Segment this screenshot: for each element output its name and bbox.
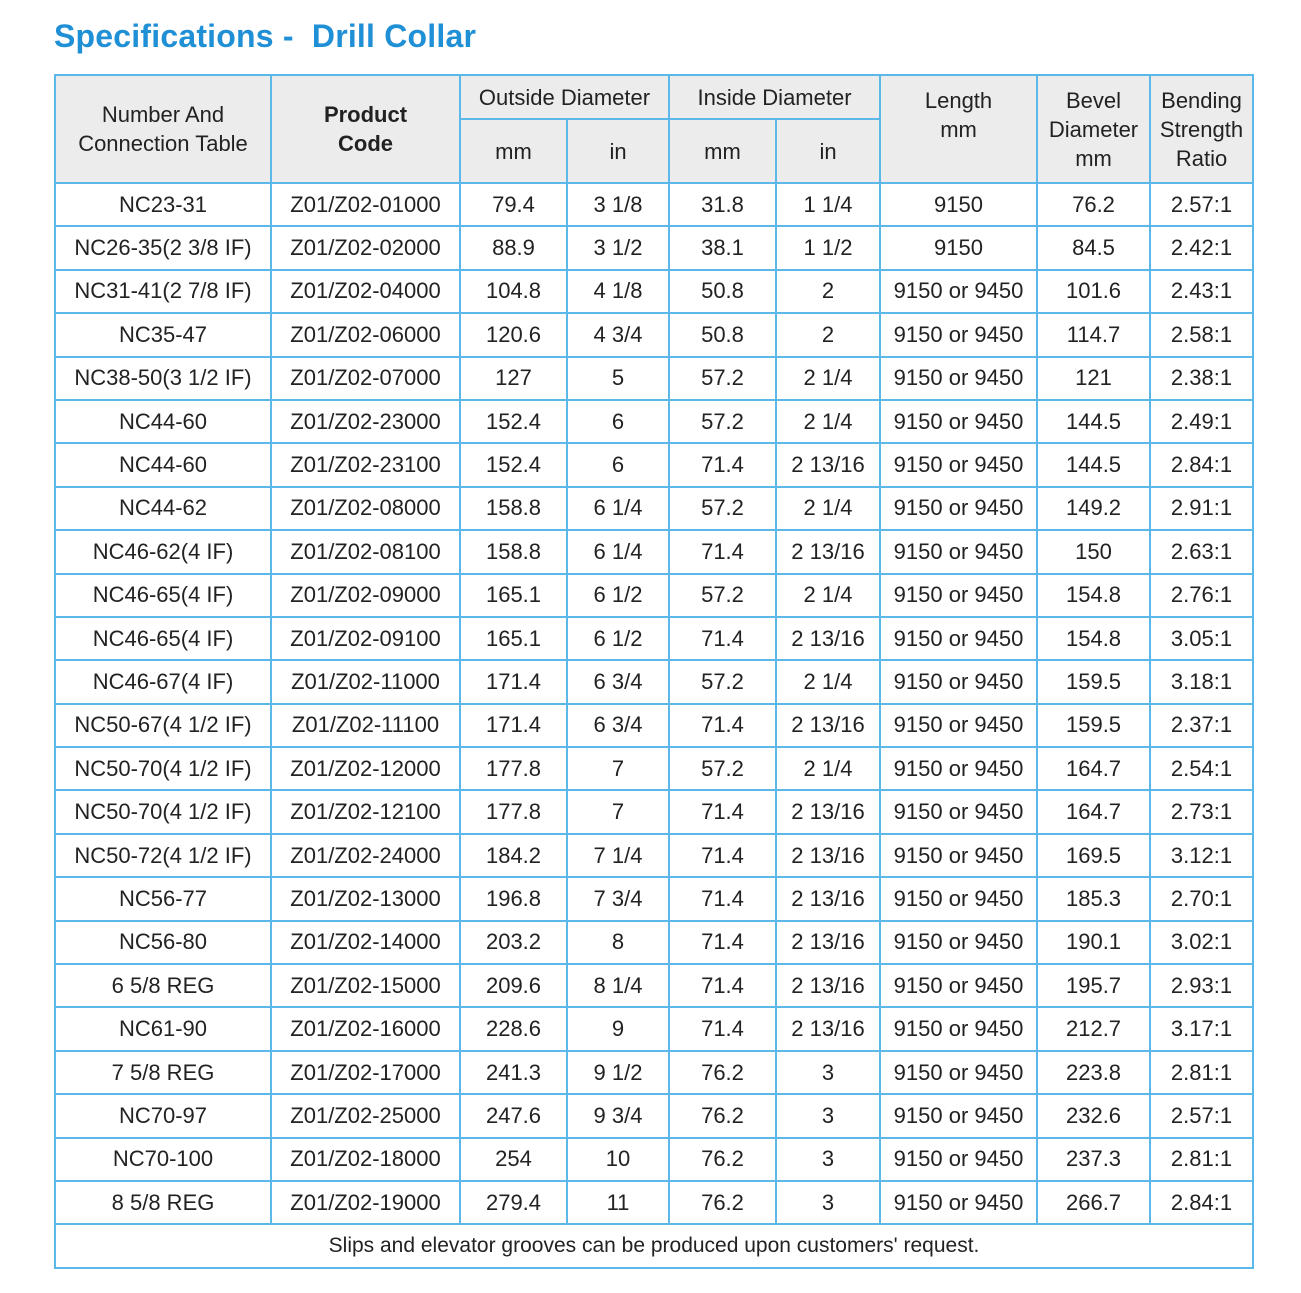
connection-cell: NC38-50(3 1/2 IF) xyxy=(55,357,271,400)
bevel-diameter-cell: 232.6 xyxy=(1037,1094,1150,1137)
od-in-cell: 10 xyxy=(567,1138,669,1181)
bevel-diameter-cell: 154.8 xyxy=(1037,574,1150,617)
connection-cell: NC44-60 xyxy=(55,400,271,443)
od-mm-cell: 152.4 xyxy=(460,443,567,486)
length-cell: 9150 or 9450 xyxy=(880,747,1037,790)
id-mm-cell: 71.4 xyxy=(669,530,776,573)
header-length: Length mm xyxy=(880,75,1037,183)
product-code-cell: Z01/Z02-06000 xyxy=(271,313,460,356)
bevel-diameter-cell: 195.7 xyxy=(1037,964,1150,1007)
id-mm-cell: 57.2 xyxy=(669,400,776,443)
length-cell: 9150 or 9450 xyxy=(880,400,1037,443)
od-mm-cell: 120.6 xyxy=(460,313,567,356)
od-mm-cell: 158.8 xyxy=(460,487,567,530)
id-mm-cell: 57.2 xyxy=(669,487,776,530)
table-row xyxy=(55,530,1253,573)
length-cell: 9150 or 9450 xyxy=(880,357,1037,400)
od-in-cell: 5 xyxy=(567,357,669,400)
table-row xyxy=(55,1051,1253,1094)
bevel-diameter-cell: 144.5 xyxy=(1037,443,1150,486)
bevel-diameter-cell: 144.5 xyxy=(1037,400,1150,443)
length-cell: 9150 or 9450 xyxy=(880,270,1037,313)
length-cell: 9150 or 9450 xyxy=(880,921,1037,964)
od-in-cell: 9 xyxy=(567,1007,669,1050)
od-in-cell: 7 3/4 xyxy=(567,877,669,920)
bending-ratio-cell: 2.91:1 xyxy=(1150,487,1253,530)
bevel-diameter-cell: 159.5 xyxy=(1037,704,1150,747)
header-od-mm: mm xyxy=(460,119,567,183)
table-row xyxy=(55,443,1253,486)
od-mm-cell: 279.4 xyxy=(460,1181,567,1224)
connection-cell: 8 5/8 REG xyxy=(55,1181,271,1224)
bending-ratio-cell: 2.93:1 xyxy=(1150,964,1253,1007)
od-in-cell: 9 1/2 xyxy=(567,1051,669,1094)
bending-ratio-cell: 2.58:1 xyxy=(1150,313,1253,356)
bevel-diameter-cell: 84.5 xyxy=(1037,226,1150,269)
length-cell: 9150 or 9450 xyxy=(880,574,1037,617)
table-row xyxy=(55,660,1253,703)
length-cell: 9150 or 9450 xyxy=(880,1181,1037,1224)
id-in-cell: 3 xyxy=(776,1051,880,1094)
footnote: Slips and elevator grooves can be produced upon customers' request. xyxy=(55,1224,1253,1268)
od-mm-cell: 88.9 xyxy=(460,226,567,269)
header-od-in: in xyxy=(567,119,669,183)
product-code-cell: Z01/Z02-11000 xyxy=(271,660,460,703)
product-code-cell: Z01/Z02-09000 xyxy=(271,574,460,617)
id-in-cell: 2 13/16 xyxy=(776,530,880,573)
bevel-diameter-cell: 150 xyxy=(1037,530,1150,573)
id-mm-cell: 31.8 xyxy=(669,183,776,226)
id-in-cell: 1 1/2 xyxy=(776,226,880,269)
length-cell: 9150 or 9450 xyxy=(880,1051,1037,1094)
od-in-cell: 6 xyxy=(567,400,669,443)
product-code-cell: Z01/Z02-08000 xyxy=(271,487,460,530)
header-connection: Number And Connection Table xyxy=(55,75,271,183)
length-cell: 9150 or 9450 xyxy=(880,487,1037,530)
bending-ratio-cell: 2.42:1 xyxy=(1150,226,1253,269)
od-in-cell: 9 3/4 xyxy=(567,1094,669,1137)
od-in-cell: 6 3/4 xyxy=(567,660,669,703)
table-row xyxy=(55,487,1253,530)
product-code-cell: Z01/Z02-02000 xyxy=(271,226,460,269)
bevel-diameter-cell: 190.1 xyxy=(1037,921,1150,964)
od-mm-cell: 171.4 xyxy=(460,660,567,703)
product-code-cell: Z01/Z02-15000 xyxy=(271,964,460,1007)
od-in-cell: 7 1/4 xyxy=(567,834,669,877)
length-cell: 9150 or 9450 xyxy=(880,617,1037,660)
table-row xyxy=(55,400,1253,443)
header-id-mm: mm xyxy=(669,119,776,183)
table-row xyxy=(55,313,1253,356)
bevel-diameter-cell: 164.7 xyxy=(1037,747,1150,790)
connection-cell: NC56-80 xyxy=(55,921,271,964)
header-outside-diameter: Outside Diameter xyxy=(460,75,669,119)
table-row xyxy=(55,921,1253,964)
connection-cell: NC46-67(4 IF) xyxy=(55,660,271,703)
id-mm-cell: 76.2 xyxy=(669,1051,776,1094)
id-mm-cell: 38.1 xyxy=(669,226,776,269)
od-mm-cell: 184.2 xyxy=(460,834,567,877)
od-mm-cell: 209.6 xyxy=(460,964,567,1007)
od-in-cell: 3 1/2 xyxy=(567,226,669,269)
length-cell: 9150 or 9450 xyxy=(880,790,1037,833)
product-code-cell: Z01/Z02-14000 xyxy=(271,921,460,964)
id-in-cell: 2 1/4 xyxy=(776,400,880,443)
id-mm-cell: 50.8 xyxy=(669,270,776,313)
id-in-cell: 2 13/16 xyxy=(776,877,880,920)
id-in-cell: 3 xyxy=(776,1181,880,1224)
bevel-diameter-cell: 159.5 xyxy=(1037,660,1150,703)
connection-cell: NC50-72(4 1/2 IF) xyxy=(55,834,271,877)
header-inside-diameter: Inside Diameter xyxy=(669,75,880,119)
table-row xyxy=(55,226,1253,269)
id-mm-cell: 57.2 xyxy=(669,574,776,617)
bevel-diameter-cell: 154.8 xyxy=(1037,617,1150,660)
od-in-cell: 3 1/8 xyxy=(567,183,669,226)
product-code-cell: Z01/Z02-23000 xyxy=(271,400,460,443)
table-row xyxy=(55,704,1253,747)
id-in-cell: 2 xyxy=(776,270,880,313)
od-in-cell: 7 xyxy=(567,790,669,833)
id-in-cell: 2 13/16 xyxy=(776,704,880,747)
bending-ratio-cell: 2.63:1 xyxy=(1150,530,1253,573)
connection-cell: NC31-41(2 7/8 IF) xyxy=(55,270,271,313)
table-row xyxy=(55,1007,1253,1050)
product-code-cell: Z01/Z02-04000 xyxy=(271,270,460,313)
od-in-cell: 11 xyxy=(567,1181,669,1224)
od-mm-cell: 241.3 xyxy=(460,1051,567,1094)
product-code-cell: Z01/Z02-25000 xyxy=(271,1094,460,1137)
bevel-diameter-cell: 212.7 xyxy=(1037,1007,1150,1050)
header-product-code: Product Code xyxy=(271,75,460,183)
product-code-cell: Z01/Z02-12000 xyxy=(271,747,460,790)
length-cell: 9150 or 9450 xyxy=(880,443,1037,486)
product-code-cell: Z01/Z02-09100 xyxy=(271,617,460,660)
length-cell: 9150 or 9450 xyxy=(880,1094,1037,1137)
connection-cell: NC26-35(2 3/8 IF) xyxy=(55,226,271,269)
length-cell: 9150 or 9450 xyxy=(880,834,1037,877)
od-mm-cell: 158.8 xyxy=(460,530,567,573)
od-mm-cell: 165.1 xyxy=(460,574,567,617)
od-mm-cell: 203.2 xyxy=(460,921,567,964)
length-cell: 9150 or 9450 xyxy=(880,704,1037,747)
id-in-cell: 2 13/16 xyxy=(776,617,880,660)
id-mm-cell: 71.4 xyxy=(669,443,776,486)
bending-ratio-cell: 2.81:1 xyxy=(1150,1138,1253,1181)
id-in-cell: 2 1/4 xyxy=(776,747,880,790)
od-in-cell: 8 1/4 xyxy=(567,964,669,1007)
product-code-cell: Z01/Z02-08100 xyxy=(271,530,460,573)
length-cell: 9150 or 9450 xyxy=(880,1138,1037,1181)
bending-ratio-cell: 2.43:1 xyxy=(1150,270,1253,313)
table-row xyxy=(55,357,1253,400)
id-in-cell: 2 1/4 xyxy=(776,574,880,617)
bending-ratio-cell: 3.17:1 xyxy=(1150,1007,1253,1050)
od-mm-cell: 196.8 xyxy=(460,877,567,920)
table-row xyxy=(55,1181,1253,1224)
od-in-cell: 7 xyxy=(567,747,669,790)
od-mm-cell: 152.4 xyxy=(460,400,567,443)
table-row xyxy=(55,183,1253,226)
id-mm-cell: 76.2 xyxy=(669,1138,776,1181)
od-mm-cell: 165.1 xyxy=(460,617,567,660)
product-code-cell: Z01/Z02-17000 xyxy=(271,1051,460,1094)
bending-ratio-cell: 2.84:1 xyxy=(1150,443,1253,486)
id-in-cell: 2 13/16 xyxy=(776,964,880,1007)
bending-ratio-cell: 3.05:1 xyxy=(1150,617,1253,660)
od-mm-cell: 177.8 xyxy=(460,747,567,790)
connection-cell: NC50-70(4 1/2 IF) xyxy=(55,747,271,790)
od-mm-cell: 247.6 xyxy=(460,1094,567,1137)
bending-ratio-cell: 3.12:1 xyxy=(1150,834,1253,877)
od-mm-cell: 171.4 xyxy=(460,704,567,747)
bending-ratio-cell: 2.38:1 xyxy=(1150,357,1253,400)
bevel-diameter-cell: 169.5 xyxy=(1037,834,1150,877)
connection-cell: NC44-60 xyxy=(55,443,271,486)
bending-ratio-cell: 2.57:1 xyxy=(1150,183,1253,226)
id-in-cell: 2 13/16 xyxy=(776,1007,880,1050)
connection-cell: NC44-62 xyxy=(55,487,271,530)
od-mm-cell: 104.8 xyxy=(460,270,567,313)
connection-cell: NC46-65(4 IF) xyxy=(55,574,271,617)
product-code-cell: Z01/Z02-23100 xyxy=(271,443,460,486)
id-in-cell: 2 13/16 xyxy=(776,834,880,877)
bending-ratio-cell: 2.76:1 xyxy=(1150,574,1253,617)
od-in-cell: 6 1/4 xyxy=(567,530,669,573)
bevel-diameter-cell: 76.2 xyxy=(1037,183,1150,226)
bevel-diameter-cell: 114.7 xyxy=(1037,313,1150,356)
connection-cell: NC56-77 xyxy=(55,877,271,920)
product-code-cell: Z01/Z02-07000 xyxy=(271,357,460,400)
od-in-cell: 4 3/4 xyxy=(567,313,669,356)
product-code-cell: Z01/Z02-12100 xyxy=(271,790,460,833)
table-body xyxy=(55,183,1253,1268)
product-code-cell: Z01/Z02-16000 xyxy=(271,1007,460,1050)
id-mm-cell: 71.4 xyxy=(669,877,776,920)
table-row xyxy=(55,790,1253,833)
bevel-diameter-cell: 121 xyxy=(1037,357,1150,400)
id-mm-cell: 57.2 xyxy=(669,357,776,400)
id-in-cell: 2 xyxy=(776,313,880,356)
bending-ratio-cell: 2.57:1 xyxy=(1150,1094,1253,1137)
bevel-diameter-cell: 164.7 xyxy=(1037,790,1150,833)
id-mm-cell: 50.8 xyxy=(669,313,776,356)
connection-cell: NC70-97 xyxy=(55,1094,271,1137)
bevel-diameter-cell: 185.3 xyxy=(1037,877,1150,920)
id-in-cell: 2 13/16 xyxy=(776,921,880,964)
table-row xyxy=(55,964,1253,1007)
footnote-row xyxy=(55,1224,1253,1268)
connection-cell: NC61-90 xyxy=(55,1007,271,1050)
od-in-cell: 6 1/4 xyxy=(567,487,669,530)
length-cell: 9150 xyxy=(880,226,1037,269)
length-cell: 9150 or 9450 xyxy=(880,530,1037,573)
od-in-cell: 4 1/8 xyxy=(567,270,669,313)
table-row xyxy=(55,617,1253,660)
od-mm-cell: 228.6 xyxy=(460,1007,567,1050)
id-in-cell: 2 13/16 xyxy=(776,443,880,486)
length-cell: 9150 or 9450 xyxy=(880,877,1037,920)
length-cell: 9150 xyxy=(880,183,1037,226)
id-in-cell: 2 1/4 xyxy=(776,357,880,400)
connection-cell: NC23-31 xyxy=(55,183,271,226)
length-cell: 9150 or 9450 xyxy=(880,1007,1037,1050)
bevel-diameter-cell: 266.7 xyxy=(1037,1181,1150,1224)
header-bending-strength-ratio: Bending Strength Ratio xyxy=(1150,75,1253,183)
bevel-diameter-cell: 237.3 xyxy=(1037,1138,1150,1181)
bending-ratio-cell: 2.73:1 xyxy=(1150,790,1253,833)
table-row xyxy=(55,834,1253,877)
connection-cell: NC46-65(4 IF) xyxy=(55,617,271,660)
bending-ratio-cell: 2.54:1 xyxy=(1150,747,1253,790)
connection-cell: NC50-70(4 1/2 IF) xyxy=(55,790,271,833)
od-in-cell: 6 1/2 xyxy=(567,574,669,617)
table-row xyxy=(55,1094,1253,1137)
id-mm-cell: 71.4 xyxy=(669,964,776,1007)
id-in-cell: 2 1/4 xyxy=(776,487,880,530)
id-in-cell: 3 xyxy=(776,1094,880,1137)
id-in-cell: 1 1/4 xyxy=(776,183,880,226)
length-cell: 9150 or 9450 xyxy=(880,313,1037,356)
od-mm-cell: 177.8 xyxy=(460,790,567,833)
id-mm-cell: 71.4 xyxy=(669,1007,776,1050)
table-row xyxy=(55,1138,1253,1181)
bending-ratio-cell: 2.70:1 xyxy=(1150,877,1253,920)
page-title: Specifications - Drill Collar xyxy=(54,18,477,54)
product-code-cell: Z01/Z02-01000 xyxy=(271,183,460,226)
id-mm-cell: 71.4 xyxy=(669,921,776,964)
length-cell: 9150 or 9450 xyxy=(880,964,1037,1007)
connection-cell: NC35-47 xyxy=(55,313,271,356)
bending-ratio-cell: 2.84:1 xyxy=(1150,1181,1253,1224)
table-row xyxy=(55,747,1253,790)
id-mm-cell: 71.4 xyxy=(669,790,776,833)
table-row xyxy=(55,574,1253,617)
bevel-diameter-cell: 101.6 xyxy=(1037,270,1150,313)
id-mm-cell: 76.2 xyxy=(669,1094,776,1137)
product-code-cell: Z01/Z02-11100 xyxy=(271,704,460,747)
bevel-diameter-cell: 223.8 xyxy=(1037,1051,1150,1094)
od-in-cell: 6 xyxy=(567,443,669,486)
product-code-cell: Z01/Z02-18000 xyxy=(271,1138,460,1181)
drill-collar-spec-table xyxy=(54,74,1254,1269)
header-id-in: in xyxy=(776,119,880,183)
od-in-cell: 6 3/4 xyxy=(567,704,669,747)
table-row xyxy=(55,877,1253,920)
bending-ratio-cell: 3.02:1 xyxy=(1150,921,1253,964)
product-code-cell: Z01/Z02-24000 xyxy=(271,834,460,877)
connection-cell: NC70-100 xyxy=(55,1138,271,1181)
id-mm-cell: 71.4 xyxy=(669,704,776,747)
bending-ratio-cell: 2.49:1 xyxy=(1150,400,1253,443)
product-code-cell: Z01/Z02-19000 xyxy=(271,1181,460,1224)
connection-cell: NC50-67(4 1/2 IF) xyxy=(55,704,271,747)
length-cell: 9150 or 9450 xyxy=(880,660,1037,703)
od-mm-cell: 79.4 xyxy=(460,183,567,226)
id-mm-cell: 57.2 xyxy=(669,660,776,703)
product-code-cell: Z01/Z02-13000 xyxy=(271,877,460,920)
table-row xyxy=(55,270,1253,313)
id-in-cell: 2 13/16 xyxy=(776,790,880,833)
id-in-cell: 3 xyxy=(776,1138,880,1181)
od-in-cell: 8 xyxy=(567,921,669,964)
id-mm-cell: 71.4 xyxy=(669,834,776,877)
connection-cell: 6 5/8 REG xyxy=(55,964,271,1007)
bending-ratio-cell: 3.18:1 xyxy=(1150,660,1253,703)
header-row-top xyxy=(55,75,1253,119)
od-in-cell: 6 1/2 xyxy=(567,617,669,660)
connection-cell: 7 5/8 REG xyxy=(55,1051,271,1094)
id-in-cell: 2 1/4 xyxy=(776,660,880,703)
bevel-diameter-cell: 149.2 xyxy=(1037,487,1150,530)
id-mm-cell: 57.2 xyxy=(669,747,776,790)
connection-cell: NC46-62(4 IF) xyxy=(55,530,271,573)
id-mm-cell: 71.4 xyxy=(669,617,776,660)
bending-ratio-cell: 2.81:1 xyxy=(1150,1051,1253,1094)
bending-ratio-cell: 2.37:1 xyxy=(1150,704,1253,747)
od-mm-cell: 254 xyxy=(460,1138,567,1181)
od-mm-cell: 127 xyxy=(460,357,567,400)
header-bevel-diameter: Bevel Diameter mm xyxy=(1037,75,1150,183)
id-mm-cell: 76.2 xyxy=(669,1181,776,1224)
